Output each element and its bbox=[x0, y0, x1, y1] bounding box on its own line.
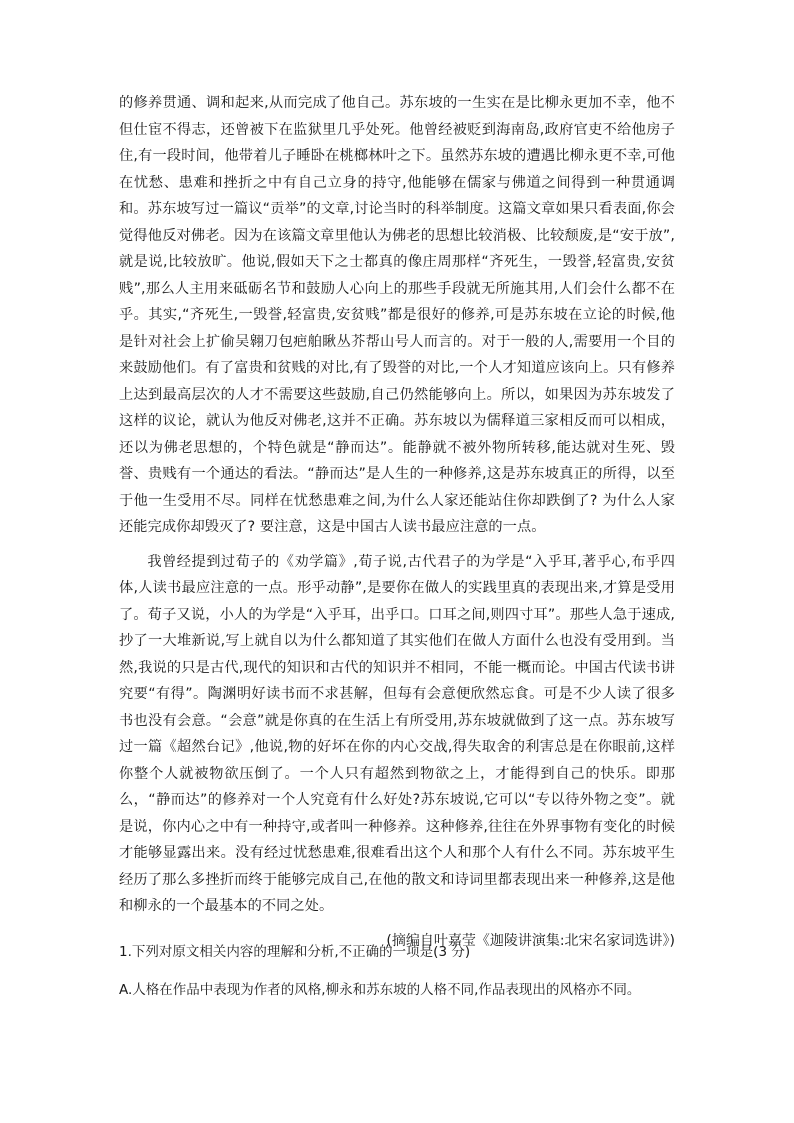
paragraph-2: 我曾经提到过荀子的《劝学篇》,荀子说,古代君子的为学是“入乎耳,著乎心,布乎四体,人读书最应注意的一点。形乎动静”,是要你在做人的实践里真的表现出来,才算是受用了。荀子又说，小人的为学是“入乎耳，出乎口。口耳之间,则四寸耳”。那些人急于速成,抄了一大堆新说,写上就自以为什么都知道了其实他们在做人方面什么也没有受用到。当然,我说的只是古代,现代的知识和古代的知识并不相同，不能一概而论。中国古代读书讲究要“有得”。陶渊明好读书而不求甚解，但每有会意便欣然忘食。可是不少人读了很多书也没有会意。“会意”就是你真的在生活上有所受用,苏东坡就做到了这一点。苏东坡写过一篇《超然台记》,他说,物的好坏在你的内心交战,得失取舍的利害总是在你眼前,这样你整个人就被物欲压倒了。一个人只有超然到物欲之上，才能得到自己的快乐。即那么，“静而达”的修养对一个人究竟有什么好处?苏东坡说,它可以“专以待外物之变”。就是说，你内心之中有一种持守,或者叫一种修养。这种修养,往往在外界事物有变化的时候才能够显露出来。没有经过忧愁患难,很难看出这个人和那个人有什么不同。苏东坡平生经历了那么多挫折而终于能够完成自己,在他的散文和诗词里都表现出来一种修养,这是他和柳永的一个最基本的不同之处。 bbox=[119, 553, 675, 914]
source-citation: (摘编自叶嘉莹《迦陵讲演集:北宋名家词选讲》) bbox=[386, 932, 675, 949]
paragraph-1: 的修养贯通、调和起来,从而完成了他自己。苏东坡的一生实在是比柳永更加不幸，他不但仕宦不得志，还曾被下在监狱里几乎处死。他曾经被贬到海南岛,政府官吏不给他房子住,有一段时间，他带着儿子睡卧在桃榔林叶之下。虽然苏东坡的遭遇比柳永更不幸,可他在忧愁、患难和挫折之中有自己立身的持守,他能够在儒家与佛道之间得到一种贯通调和。苏东坡写过一篇议“贡举”的文章,讨论当时的科举制度。这篇文章如果只看表面,你会觉得他反对佛老。因为在该篇文章里他认为佛老的思想比较消极、比较颓废,是“安于放”,就是说,比较放旷。他说,假如天下之士都真的像庄周那样“齐死生，一毁誉,轻富贵,安贫贱”,那么人主用来砥砺名节和鼓励人心向上的那些手段就无所施其用,人们会什么都不在乎。其实,“齐死生,一毁誉,轻富贵,安贫贱”都是很好的修养,可是苏东坡在立论的时候,他是针对社会上扩偷吴翱刀包疤舶瞅丛芥帮山号人而言的。对于一般的人,需要用一个目的来鼓励他们。有了富贵和贫贱的对比,有了毁誉的对比,一个人才知道应该向上。只有修养上达到最高层次的人才不需要这些鼓励,自己仍然能够向上。所以，如果因为苏东坡发了这样的议论，就认为他反对佛老,这并不正确。苏东坡以为儒释道三家相反而可以相成，还以为佛老思想的，个特色就是“静而达”。能静就不被外物所转移,能达就对生死、毁誉、贵贱有一个通达的看法。“静而达”是人生的一种修养,这是苏东坡真正的所得，以至于他一生受用不尽。同样在忧愁患难之间,为什么人家还能站住你却跌倒了? 为什么人家还能完成你却毁灭了? 要注意，这是中国古人读书最应注意的一点。 bbox=[119, 95, 675, 535]
option-a: A.人格在作品中表现为作者的风格,柳永和苏东坡的人格不同,作品表现出的风格亦不同。 bbox=[119, 982, 641, 998]
article-body bbox=[119, 90, 675, 954]
question-prompt: 1.下列对原文相关内容的理解和分析,不正确的一项是(3 分) bbox=[119, 944, 471, 960]
